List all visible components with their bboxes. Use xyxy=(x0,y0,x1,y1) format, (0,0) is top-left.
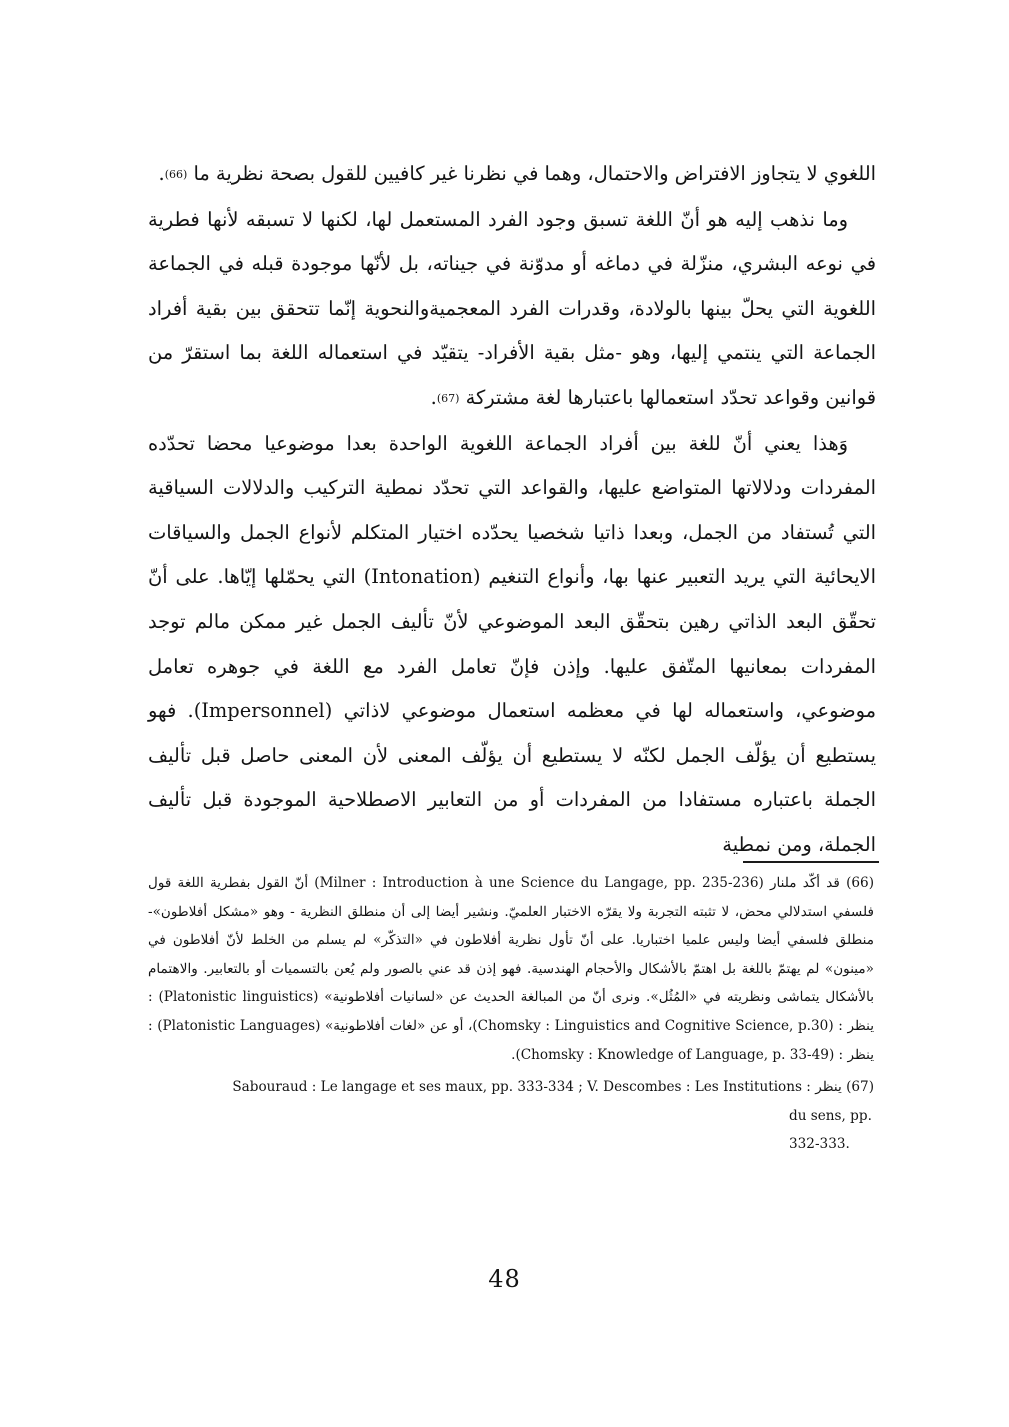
footnote-67-line-2: du sens, pp. 332-333. xyxy=(789,1107,872,1153)
footnote-67 xyxy=(148,1073,874,1102)
footnote-66-number: (66) xyxy=(846,875,874,891)
paragraph-3-text: وَهذا يعني أنّ للغة بين أفراد الجماعة اللغوية الواحدة بعدا موضوعيا محضا تحدّده المفردات ودلالاتها المتواضع عليها، والقواعد التي تحدّد نمطية التركيب والدلالات السياقية التي تُستفاد من الجمل، وبعدا ذاتيا شخصيا يحدّده اختيار المتكلم لأنواع الجمل والسياقات الايحائية التي يريد التعبير عنها بها، وأنواع التنغيم (Intonation) التي يحمّلها إيّاها. على أنّ تحقّق البعد الذاتي رهين بتحقّق البعد الموضوعي لأنّ تأليف الجمل غير ممكن مالم توجد المفردات بمعانيها المتّفق عليها. وإذن فإنّ تعامل الفرد مع اللغة في جوهره تعامل موضوعي، واستعماله لها في معظمه استعمال موضوعي لاذاتي (Impersonnel). فهو يستطيع أن يؤلّف الجمل لكنّه لا يستطيع أن يؤلّف المعنى لأن المعنى حاصل قبل تأليف الجملة باعتباره مستفادا من المفردات أو من التعابير الاصطلاحية الموجودة قبل تأليف الجملة، ومن نمطية xyxy=(148,431,877,856)
footnote-ref-66: (66) xyxy=(164,168,188,181)
footnotes xyxy=(148,869,874,1159)
paragraph-2-text: وما نذهب إليه هو أنّ اللغة تسبق وجود الفرد المستعمل لها، لكنها لا تسبقه لأنها فطرية في نوعه البشري، منزّلة في دماغه أو مدوّنة في جيناته، بل لأنّها موجودة قبله في الجماعة اللغوية التي يحلّ بينها بالولادة، وقدرات الفرد المعجميةوالنحوية إنّما تتحقق بين بقية أفراد الجماعة التي ينتمي إليها، وهو -مثل بقية الأفراد- يتقيّد في استعماله اللغة بما استقرّ من قوانين وقواعد تحدّد استعمالها باعتبارها لغة مشتركة xyxy=(148,207,876,409)
paragraph-1-tail: . xyxy=(158,162,165,185)
paragraph-2-tail: . xyxy=(430,385,437,409)
main-text xyxy=(148,152,876,868)
footnote-66-text: قد أكّد ملنار (Milner : Introduction à une Science du Langage, pp. 235-236) أنّ القول بفطرية اللغة قول فلسفي استدلالي محض، لا تثبته التجربة ولا يقرّه الاختبار العلميّ. ونشير أيضا إلى أن منطلق النظرية - وهو «مشكل أفلاطون»- منطلق فلسفي أيضا وليس علميا اختباريا. على أنّ تأول نظرية أفلاطون في «التذكّر» لم يسلم من الخلط لأنّ أفلاطون في «مينون» لم يهتمّ باللغة بل اهتمّ بالأشكال والأحجام الهندسية. فهو إذن قد عني بالصور ولم يُعن بالتسميات أو بالتعابير. والاهتمام بالأشكال يتماشى ونظريته في «المُثُل». ونرى أنّ من المبالغة الحديث عن «لسانيات أفلاطونية» (Platonistic linguistics) : ينظر : (Chomsky : Linguistics and Cognitive Science, p.30)، أو عن «لغات أفلاطونية» (Platonistic Languages) : ينظر : (Chomsky : Knowledge of Language, p. 33-49). xyxy=(148,875,874,1063)
paragraph-continued xyxy=(148,152,876,198)
footnote-separator xyxy=(743,861,879,863)
footnote-ref-67: (67) xyxy=(436,391,460,405)
footnote-67-line-1: ينظر : Sabouraud : Le langage et ses maux, pp. 333-334 ; V. Descombes : Les Institutions xyxy=(232,1079,842,1096)
footnote-66 xyxy=(148,869,874,1069)
page-number: 48 xyxy=(488,1265,521,1293)
paragraph-1-text: اللغوي لا يتجاوز الافتراض والاحتمال، وهما في نظرنا غير كافيين للقول بصحة نظرية ما xyxy=(193,162,876,185)
footnote-67-number: (67) xyxy=(846,1079,874,1096)
paragraph-2 xyxy=(148,198,876,422)
paragraph-3 xyxy=(148,422,876,868)
footnote-67-continuation xyxy=(148,1102,874,1159)
